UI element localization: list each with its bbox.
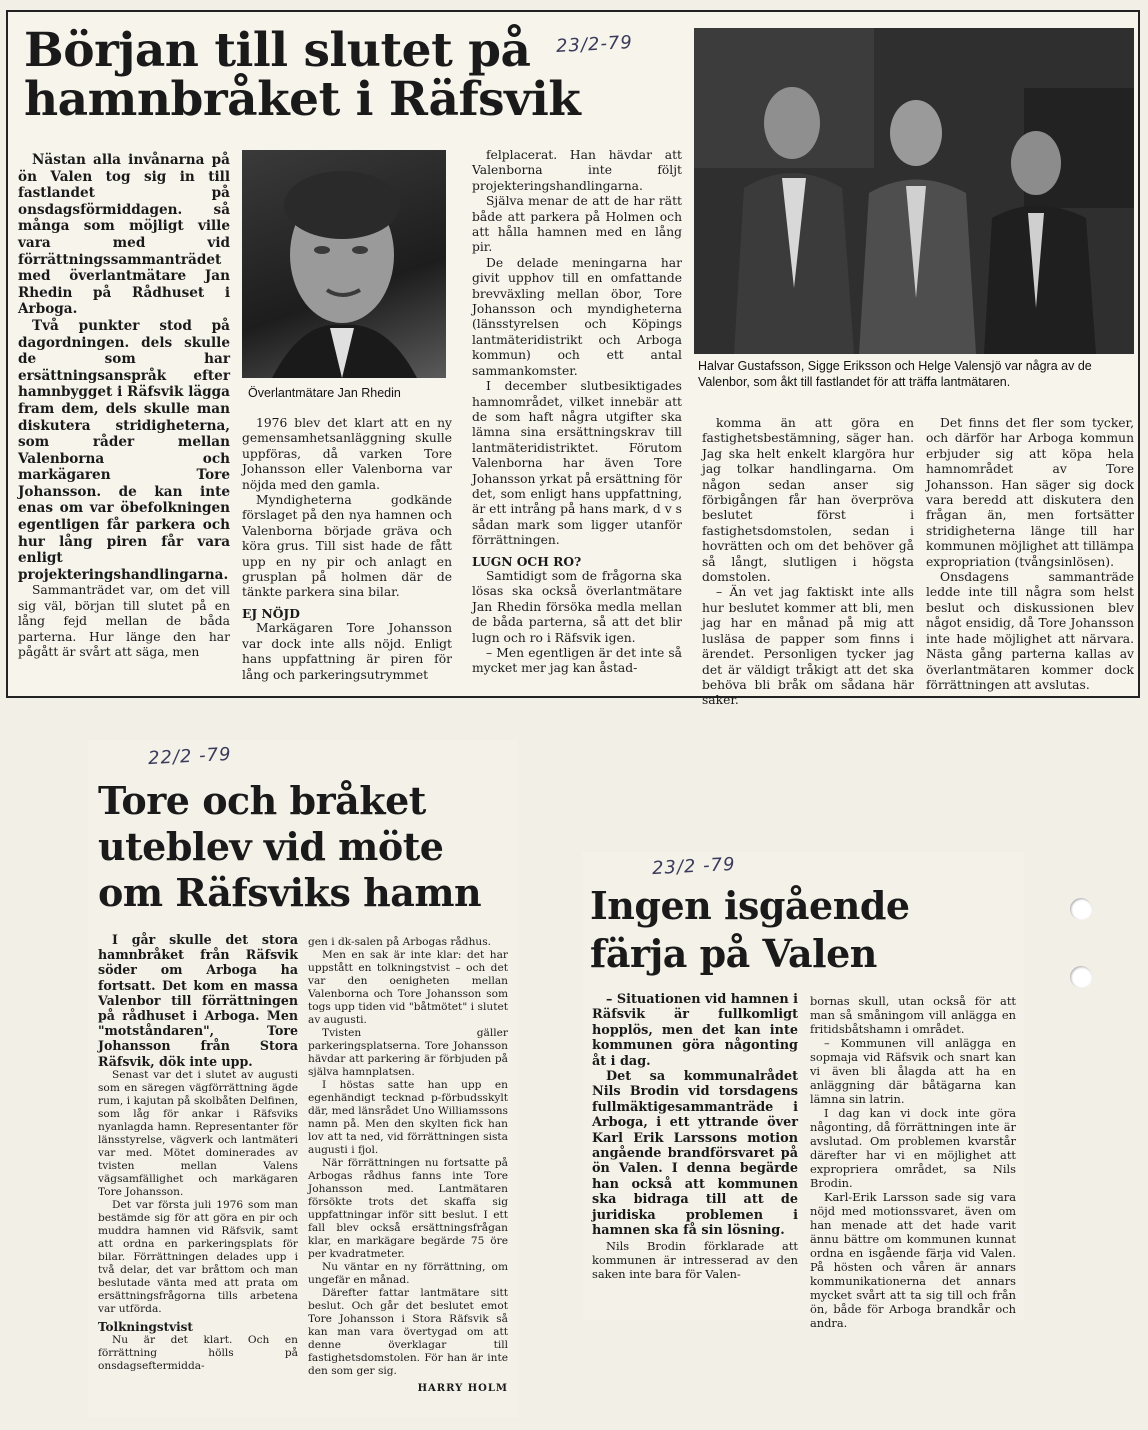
lead-paragraph: I går skulle det stora hamnbråket från Räfsvik söder om Arboga ha fortsatt. Det kom en massa Valenbor till förrättningen på rådhuset i Arboga. Men "motståndaren", Tore Johansson från Stora Räfsvik, dök inte upp. — [98, 932, 298, 1069]
subheading: Tolkningstvist — [98, 1319, 193, 1334]
clipping-rafsvik-hamnbraket — [6, 10, 1140, 708]
paragraph: gen i dk-salen på Arbogas rådhus. — [308, 936, 492, 948]
paragraph: När förrättningen nu fortsatte på Arbogas rådhus fanns inte Tore Johansson med. Lantmätaren försökte trots det skaffa sig uppfattningar inför sitt beslut. I ett fall blev också ersättningsfrågan klar, en markägare begärde 75 öre per kvadratmeter. — [308, 1157, 508, 1260]
handwritten-date: 22/2 -79 — [147, 743, 233, 770]
punch-hole-top — [1070, 898, 1092, 920]
paragraph: – Än vet jag faktiskt inte alls hur beslutet kommer att bli, men jag har en månad på mig att lusläsa de papper som finns i ärendet. Personligen tycker jag det är väldigt tråkigt att det ska behöva bli bråk om sådana här saker. — [702, 585, 914, 708]
paragraph: Sammanträdet var, om det vill sig väl, början till slutet på en lång fejd mellan de båda parterna. Hur länge den har pågått är svårt att säga, men — [18, 583, 230, 660]
paragraph: bornas skull, utan också för att man så småningom vill anlägga en fritidsbåtshamn i området. — [810, 994, 1016, 1036]
paragraph: Karl-Erik Larsson sade sig vara nöjd med motionssvaret, även om han menade att det hade varit ännu bättre om kommunen kunnat ordna en isgående färja vid Valen. På hösten och våren är annars kommunikationerna det annars mycket svårt att ta sig till och från ön, både för Arboga brandkår och andra. — [810, 1190, 1016, 1330]
article-column-1 — [592, 992, 798, 1318]
paragraph: Nu väntar en ny förrättning, om ungefär en månad. — [308, 1261, 508, 1286]
headline-1-line-1: Början till slutet på — [24, 23, 531, 78]
paragraph: Samtidigt som de frågorna ska lösas ska också överlantmätare Jan Rhedin försöka medla mellan de båda parterna, så att det blir lugn och ro i Räfsvik igen. — [472, 568, 682, 645]
paragraph: Nu är det klart. Och en förrättning hölls på onsdagseftermidda- — [98, 1333, 298, 1372]
group-photo — [694, 28, 1134, 354]
headline-3-line-1: Ingen isgående — [590, 883, 910, 928]
paragraph: Själva menar de att de har rätt både att parkera på Holmen och att hålla hamnen med en lång pir. — [472, 194, 682, 255]
lead-paragraph: Nästan alla invånarna på ön Valen tog sig in till fastlandet på onsdagsförmiddagen. så många som möjligt ville vara med vid förrättningssammanträdet med överlantmätare Jan Rhedin på Rådhuset i Arboga. — [18, 152, 230, 318]
paragraph: Det finns det fler som tycker, och därför har Arboga kommun erbjuder sig att köpa hela hamnområdet av Tore Johansson. Han säger sig dock vara beredd att diskutera den frågan än, men fortsätter stridigheterna länge till har kommunen möjlighet att tillämpa expropriation (tvångsinlösen). — [926, 416, 1134, 569]
portrait-illustration — [242, 150, 446, 378]
paragraph: I dag kan vi dock inte göra någonting, då förrättningen inte är avslutad. Om problemen kvarstår därefter har vi en möjlighet att expropriera området, sa Nils Brodin. — [810, 1106, 1016, 1190]
article-column-2 — [308, 936, 508, 1416]
paragraph: Två punkter stod på dagordningen. dels skulle de som har ersättningsanspråk efter hamnbygget i Räfsvik lägga fram dem, dels skulle man diskutera stridigheterna, som råder mellan Valenborna och markägaren Tore Johansson. de kan inte enas om var öbefolkningen egentligen får parkera och hur lång piren får vara enligt projekteringshandlingarna. — [18, 317, 230, 583]
paragraph: De delade meningarna har givit upphov till en omfattande brevväxling mellan öbor, Tore Johansson och myndigheterna (länsstyrelsen och Köpings lantmäteridistrikt och Arboga kommun) och ett antal sammankomster. — [472, 255, 682, 378]
paragraph: Det var första juli 1976 som man bestämde sig för att göra en pir och muddra hamnen vid Räfsvik, samt att ordna en parkeringsplats för bilar. Förrättningen delades upp i två delar, det var bråttom och man beslutade vänta med att prata om ersättningsfrågorna tills arbetena var utförda. — [98, 1198, 298, 1315]
clipping-isgaende-farja — [582, 852, 1024, 1330]
article-column-3 — [472, 148, 682, 698]
clipping-tore-braket — [88, 740, 518, 1418]
subheading: EJ NÖJD — [242, 605, 300, 621]
paragraph: Men en sak är inte klar: det har uppstått en tolkningstvist – och det var den oenigheten mellan Valenborna och Tore Johansson som togs upp tiden vid "båtmötet" i slutet av augusti. — [308, 949, 508, 1026]
headline-1 — [24, 23, 581, 128]
paragraph: Tvisten gäller parkeringsplatserna. Tore Johansson hävdar att parkering är förbjuden på själva hamnplatsen. — [308, 1027, 508, 1078]
paragraph: komma än att göra en fastighetsbestämning, säger han. Jag ska helt enkelt klargöra hur jag tolkar handlingarna. Om någon sedan anser sig förbigången får han överpröva beslutet först i fastighetsdomstolen, sedan i hovrätten och om det behöver gå så långt, slutligen i högsta domstolen. — [702, 416, 914, 585]
headline-2-line-1: Tore och bråket — [98, 778, 426, 823]
paragraph: Därefter fattar lantmätare sitt beslut. Och går det beslutet emot Tore Johansson i Stora Räfsvik så kan man vara övertygad om att denne överklagar till fastighetsdomstolen. För han är inte den som ger sig. — [308, 1287, 508, 1377]
article-column-1 — [18, 152, 230, 697]
lead-paragraph: – Situationen vid hamnen i Räfsvik är fullkomligt hopplös, men det kan inte kommunen göra någonting åt i dag. — [592, 992, 798, 1069]
paragraph: I december slutbesiktigades hamnområdet, vilket innebär att de som haft några utgifter ska lämna sina ersättningskrav till lantmäteridistriktet. Förutom Valenborna har även Tore Johansson yrkat på ersättning för det, som enligt hans uppfattning, är ett intrång på hans mark, d v s sådan mark som ligger utanför förrättningen. — [472, 379, 682, 548]
portrait-caption: Överlantmätare Jan Rhedin — [248, 386, 401, 400]
headline-1-line-2: hamnbråket i Räfsvik — [24, 72, 581, 128]
byline: HARRY HOLM — [417, 1383, 508, 1394]
subheading: LUGN OCH RO? — [472, 553, 582, 569]
paragraph: Onsdagens sammanträde ledde inte till några som helst beslut och diskussionen blev något ensidig, då Tore Johansson inte hade möjlighet att närvara. Nästa gång parterna kallas av överlantmätaren kommer dock förrättningen att avslutas. — [926, 570, 1134, 692]
handwritten-date: 23/2 -79 — [651, 853, 737, 880]
paragraph: Senast var det i slutet av augusti som en säregen vägförrättning ägde rum, i kajutan på skolbåten Delfinen, som låg för ankar i Räfsviks nyanlagda hamn. Representanter för länsstyrelse, vägverk och lantmäteri var med. Mötet dominerades av tvisten mellan Valens vägsamfällighet och markägaren Tore Johansson. — [98, 1068, 298, 1198]
paragraph: – Kommunen vill anlägga en sopmaja vid Räfsvik och snart kan vi även bli ålagda att ha en anläggning där båtägarna kan lämna sin latrin. — [810, 1036, 1016, 1106]
headline-3-line-2: färja på Valen — [590, 931, 877, 976]
article-column-1 — [98, 932, 298, 1416]
lead-paragraph-2: Det sa kommunalrådet Nils Brodin vid torsdagens fullmäktigesammanträde i Arboga, i ett yttrande över Karl Erik Larssons motion angående brandförsvaret på ön Valen. I denna begärde han också att kommunen ska bidraga till att de juridiska problemen i hamnen ska få sin lösning. — [592, 1069, 798, 1239]
paragraph: felplacerat. Han hävdar att Valenborna inte följt projekteringshandlingarna. — [472, 148, 682, 193]
article-column-4 — [702, 416, 914, 708]
article-column-2 — [810, 994, 1016, 1330]
paragraph: Nils Brodin förklarade att kommunen är intresserad av den saken inte bara för Valen- — [592, 1238, 798, 1281]
paragraph: 1976 blev det klart att en ny gemensamhetsanläggning skulle uppföras, då varken Tore Johansson eller Valenborna var nöjda med den gamla. — [242, 416, 452, 492]
headline-2-line-3: om Räfsviks hamn — [98, 870, 482, 915]
paragraph: – Men egentligen är det inte så mycket mer jag kan åstad- — [472, 646, 682, 676]
portrait-photo — [242, 150, 446, 378]
paragraph: I höstas satte han upp en egenhändigt tecknad p-förbudsskylt där, med länsrådet Uno Williamssons namn på. Men den skylten fick han lov att ta ned, vid förrättningen sista augusti i fjol. — [308, 1079, 508, 1156]
group-illustration — [694, 28, 1134, 354]
handwritten-date: 23/2-79 — [555, 32, 634, 57]
group-photo-caption: Halvar Gustafsson, Sigge Eriksson och Helge Valensjö var några av de Valenbor, som åkt till fastlandet för att träffa lantmätaren. — [698, 359, 1092, 389]
headline-3 — [590, 882, 910, 978]
paragraph: Myndigheterna godkände förslaget på den nya hamnen och Valenborna började gräva och köra grus. Till sist hade de fått upp en ny pir och anlagt en grusplan på holmen där de tänkte parkera sina bilar. — [242, 493, 452, 600]
article-column-2 — [242, 416, 452, 698]
paragraph: Markägaren Tore Johansson var dock inte alls nöjd. Enligt hans uppfattning är piren för lång och parkeringsutrymmet — [242, 621, 452, 682]
article-column-5 — [926, 416, 1134, 698]
headline-2 — [98, 778, 481, 916]
punch-hole-bottom — [1070, 966, 1092, 988]
headline-2-line-2: uteblev vid möte — [98, 824, 444, 869]
